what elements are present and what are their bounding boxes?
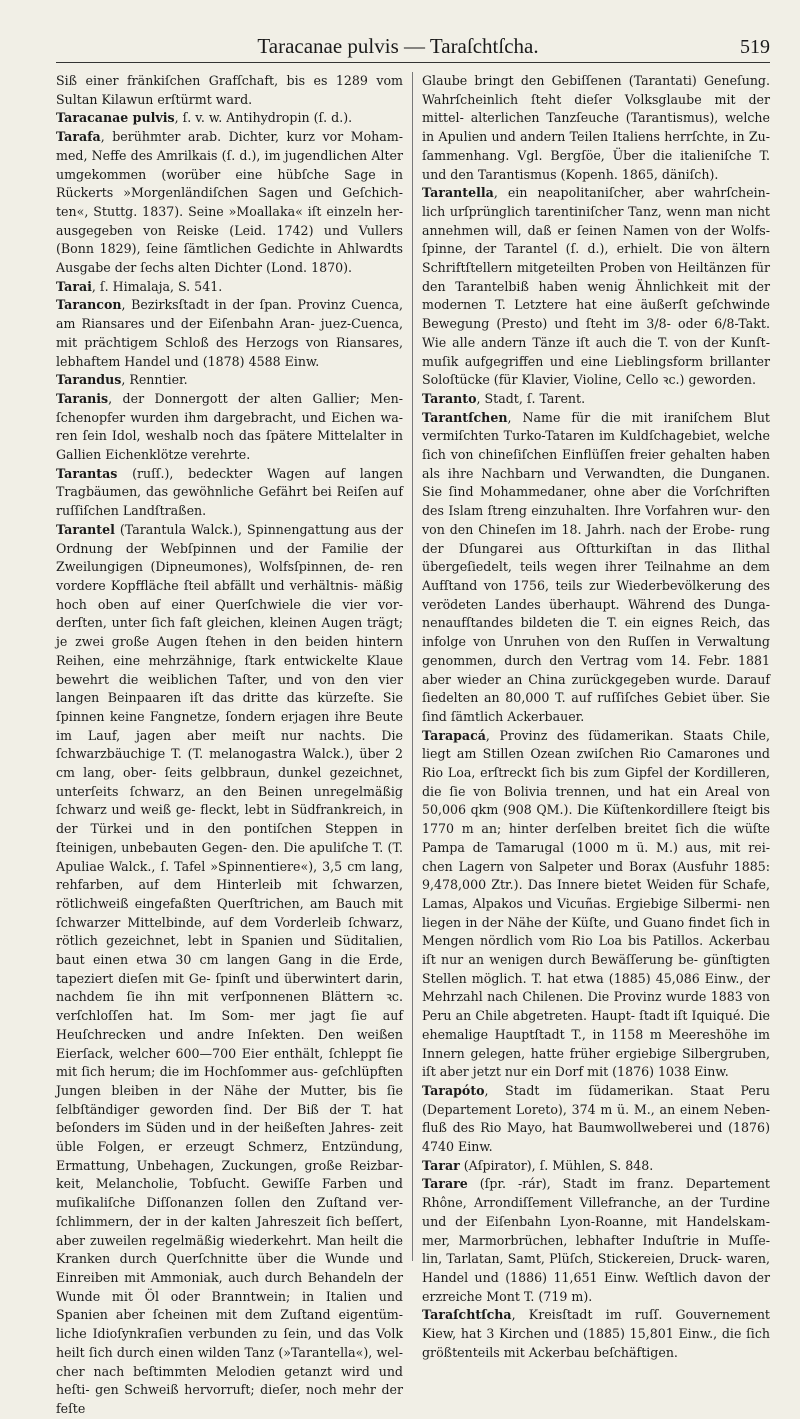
dictionary-entry [422,184,770,390]
entry-text: , Provinz des ſüdamerikan. Staats Chile, liegt am Stillen Ozean zwiſchen Rio Camarones und Rio Loa, erſtreckt ſich bis zum Gipfel der Kordilleren, die ſie von Bolivia trennen, und hat ein Areal von 50,006 qkm (908 QM.). Die Küſtenkordillere ſteigt bis 1770 m an; hinter derſelben breitet ſich die wüſte Pampa de Tamarugal (1000 m ü. M.) aus, mit rei- chen Lagern von Salpeter und Borax (Ausfuhr 1885: 9,478,000 Ztr.). Das Innere bietet Weiden für Schafe, Lamas, Alpakos und Vicuñas. Ergiebige Silbermi- nen liegen in der Nähe der Küſte, und Guano findet ſich in Mengen nördlich vom Rio Loa bis Patillos. Ackerbau iſt nur an wenigen durch Bewäſſerung be- günſtigten Stellen möglich. T. hat etwa (1885) 45,086 Einw., der Mehrzahl nach Chilenen. Die Provinz wurde 1883 von Peru an Chile abgetreten. Haupt- ſtadt iſt Iquiqué. Die ehemalige Hauptſtadt T., in 1158 m Meereshöhe im Innern gelegen, hatte früher ergiebige Silbergruben, iſt aber jetzt nur ein Dorf mit (1876) 1038 Einw. [422,727,770,1080]
running-title: Taracanae pulvis — Taraſchtſcha. [257,34,539,58]
entry-text: , Stadt im ſüdamerikan. Staat Peru (Departement Loreto), 374 m ü. M., an einem Neben- fluß des Rio Mayo, hat Baumwollweberei und (1876) 4740 Einw. [422,1082,770,1155]
entry-text: , Renntier. [121,372,188,388]
right-column [413,72,770,1360]
entry-text: , ein neapolitaniſcher, aber wahrſchein- lich urſprünglich tarentiniſcher Tanz, wenn man nicht annehmen will, daß er ſeinen Namen von der Wolfs- ſpinne, der Tarantel (ſ. d.), erhielt. Die von ältern Schriftſtellern mitgeteilten Proben von Heiltänzen für den Tarantelbiß haben wenig Ähnlichkeit mit der modernen T. Letztere hat eine äußerſt geſchwinde Bewegung (Presto) und ſteht im 3/8- oder 6/8-Takt. Wie alle andern Tänze iſt auch die T. von der Kunſt- muſik aufgegriffen und eine Lieblingsform brillanter Soloſtücke (für Klavier, Violine, Cello ꝛc.) geworden. [422,185,770,388]
text-columns [56,72,770,1416]
dictionary-entry [56,72,403,109]
dictionary-entry [56,128,403,278]
dictionary-entry [422,1157,770,1176]
dictionary-entry [56,390,403,465]
entry-text: , Name für die mit iraniſchem Blut vermiſchten Turko-Tataren im Kuldſchagebiet, welche ſich von chineſiſchen Einflüſſen freier gehalten haben als ihre Nachbarn und Verwandten, die Dunganen. Sie ſind Mohammedaner, ohne aber die Vorſchriften des Islam ſtreng einzuhalten. Ihre Vorfahren wur- den von den Chineſen im 18. Jahrh. nach der Erobe- rung der Dſungarei aus Oſtturkiſtan in das Ilithal übergeſiedelt, teils wegen ihrer Teilnahme an dem Aufſtand von 1756, teils zur Wiederbevölkerung des verödeten Landes überhaupt. Während des Dunga- nenaufſtandes bildeten die T. ein eignes Reich, das infolge von Unruhen von den Ruſſen in Verwaltung genommen, durch den Vertrag vom 14. Febr. 1881 aber wieder an China zurückgegeben wurde. Darauf ſiedelten an 80,000 T. auf ruſſiſches Gebiet über. Sie ſind ſämtlich Ackerbauer. [422,409,770,724]
entry-text: , Kreisſtadt im ruſſ. Gouvernement Kiew, hat 3 Kirchen und (1885) 15,801 Einw., die ſich größtenteils mit Ackerbau beſchäftigen. [422,1307,770,1360]
dictionary-entry [422,390,770,409]
entry-text: (Tarantula Walck.), Spinnengattung aus der Ordnung der Webſpinnen und der Familie der Zweilungigen (Dipneumones), Wolfsſpinnen, de- ren vordere Kopffläche ſteil abfällt und verhältnis- mäßig hoch oben auf einer Querſchwiele die vier vor- derſten, unter ſich faſt gleichen, kleinen Augen trägt; je zwei große Augen ſtehen in den beiden hintern Reihen, eine mehrzähnige, ſtark entwickelte Klaue bewehrt die weiblichen Taſter, und von den vier langen Beinpaaren iſt das dritte das kürzeſte. Sie ſpinnen keine Fangnetze, ſondern erjagen ihre Beute im Lauf, jagen aber meiſt nur nachts. Die ſchwarzbäuchige T. (T. melanogastra Walck.), über 2 cm lang, ober- ſeits gelbbraun, dunkel gezeichnet, unterſeits ſchwarz, an den Beinen unregelmäßig ſchwarz und weiß ge- fleckt, lebt in Südfrankreich, in der Türkei und in den pontiſchen Steppen in ſteinigen, unbebauten Gegen- den. Die apuliſche T. (T. Apuliae Walck., ſ. Tafel »Spinnentiere«), 3,5 cm lang, rehfarben, auf dem Hinterleib mit ſchwarzen, rötlichweiß eingefaßten Querſtrichen, am Bauch mit ſchwarzer Mittelbinde, auf dem Vorderleib ſchwarz, rötlich gezeichnet, lebt in Spanien und Süditalien, baut einen etwa 30 cm langen Gang in die Erde, tapeziert dieſen mit Ge- ſpinſt und überwintert darin, nachdem ſie ihn mit verſponnenen Blättern ꝛc. verſchloſſen hat. Im Som- mer jagt ſie auf Heuſchrecken und andre Inſekten. Den weißen Eierſack, welcher 600—700 Eier enthält, ſchleppt ſie mit ſich herum; die im Hochſommer aus- geſchlüpften Jungen bleiben in der Nähe der Mutter, bis ſie ſelbſtändiger geworden ſind. Der Biß der T. hat beſonders im Süden und in der heißeſten Jahres- zeit üble Folgen, er erzeugt Schmerz, Entzündung, Ermattung, Unbehagen, Zuckungen, große Reizbar- keit, Melancholie, Tobſucht. Gewiſſe Farben und muſikaliſche Diſſonanzen ſollen den Zuſtand ver- ſchlimmern, der in der kalten Jahreszeit ſich beſſert, aber zuweilen regelmäßig wiederkehrt. Man heilt die Kranken durch Querſchnitte über die Wunde und Einreiben mit Ammoniak, auch durch Behandeln der Wunde mit Öl oder Branntwein; in Italien und Spanien aber ſcheinen mit dem Zuſtand eigentüm- liche Idioſynkraſien verbunden zu ſein, und das Volk heilt ſich durch einen wilden Tanz (»Tarantella«), wel- cher nach beſtimmten Melodien getanzt wird und heſti- gen Schweiß hervorruft; dieſer, noch mehr der feſte [56,521,403,1416]
dictionary-entry [422,1306,770,1362]
entry-headword: Taracanae pulvis [56,110,175,126]
entry-text: , ſ. Himalaja, S. 541. [91,278,223,294]
entry-headword: Tarapóto [422,1082,485,1098]
entry-headword: Tarapacá [422,727,486,743]
entry-text: (ſpr. -rár), Stadt im franz. Departement Rhône, Arrondiſſement Villefranche, an der Turdine und der Eiſenbahn Lyon-Roanne, mit Handelskam- mer, Marmorbrüchen, lebhafter Induſtrie in Muſſe- lin, Tarlatan, Samt, Plüſch, Stickereien, Druck- waren, Handel und (1886) 11,651 Einw. Weſtlich davon der erzreiche Mont T. (719 m). [422,1176,770,1304]
entry-text: , ſ. v. w. Antihydropin (ſ. d.). [174,110,353,126]
entry-text: , Stadt, ſ. Tarent. [476,390,586,406]
dictionary-entry [422,409,770,727]
dictionary-entry [422,72,770,184]
entry-text: , berühmter arab. Dichter, kurz vor Moham- med, Neffe des Amrilkais (ſ. d.), im jugendlichen Alter umgekommen (worüber eine hübſche Sage in Rückerts »Morgenländiſchen Sagen und Geſchich- ten«, Stuttg. 1837). Seine »Moallaka« iſt einzeln her- ausgegeben von Reiske (Leid. 1742) und Vullers (Bonn 1829), ſeine ſämtlichen Gedichte in Ahlwardts Ausgabe der ſechs alten Dichter (Lond. 1870). [56,129,403,276]
dictionary-entry [56,465,403,521]
left-column [56,72,413,1416]
dictionary-entry [56,521,403,1419]
entry-headword: Tarafa [56,129,101,145]
dictionary-entry [422,1082,770,1157]
entry-headword: Tarai [56,278,92,294]
entry-headword: Tarantas [56,465,118,481]
dictionary-entry [56,296,403,371]
entry-headword: Taranis [56,390,109,406]
entry-headword: Taraſchtſcha [422,1307,512,1323]
entry-headword: Tarantella [422,185,494,201]
dictionary-entry [56,278,403,297]
entry-text: Siß einer fränkiſchen Grafſchaft, bis es 1289 vom Sultan Kilawun erſtürmt ward. [56,73,403,107]
entry-text: (Aſpirator), ſ. Mühlen, S. 848. [459,1157,654,1173]
entry-headword: Taranto [422,390,477,406]
entry-headword: Tarantel [56,521,115,537]
entry-text: Glaube bringt den Gebiſſenen (Tarantati) Geneſung. Wahrſcheinlich ſteht dieſer Volksglaube mit der mittel- alterlichen Tanzſeuche (Tarantismus), welche in Apulien und andern Teilen Italiens herrſchte, in Zu- ſammenhang. Vgl. Bergſöe, Über die italieniſche T. und den Tarantismus (Kopenh. 1865, däniſch). [422,73,770,182]
dictionary-entry [422,1175,770,1306]
page-number: 519 [740,36,770,58]
entry-text: , Bezirksſtadt in der ſpan. Provinz Cuenca, am Riansares und der Eiſenbahn Aran- juez-Cuenca, mit prächtigem Schloß des Herzogs von Riansares, lebhaftem Handel und (1878) 4588 Einw. [56,297,403,369]
entry-headword: Tarar [422,1157,460,1173]
dictionary-entry [56,109,403,128]
entry-headword: Tarandus [56,372,122,388]
dictionary-entry [56,371,403,390]
running-header [56,28,770,63]
entry-headword: Tarantſchen [422,409,508,425]
entry-headword: Tarancon [56,297,122,313]
entry-headword: Tarare [422,1176,468,1192]
dictionary-entry [422,727,770,1082]
entry-text: (ruſſ.), bedeckter Wagen auf langen Tragbäumen, das gewöhnliche Gefährt bei Reiſen auf ruſſiſchen Landſtraßen. [56,465,403,519]
entry-text: , der Donnergott der alten Gallier; Men- ſchenopfer wurden ihm dargebracht, und Eichen wa- ren ſein Idol, weshalb noch das ſpätere Mittelalter in Gallien Eichenklötze verehrte. [56,390,403,463]
